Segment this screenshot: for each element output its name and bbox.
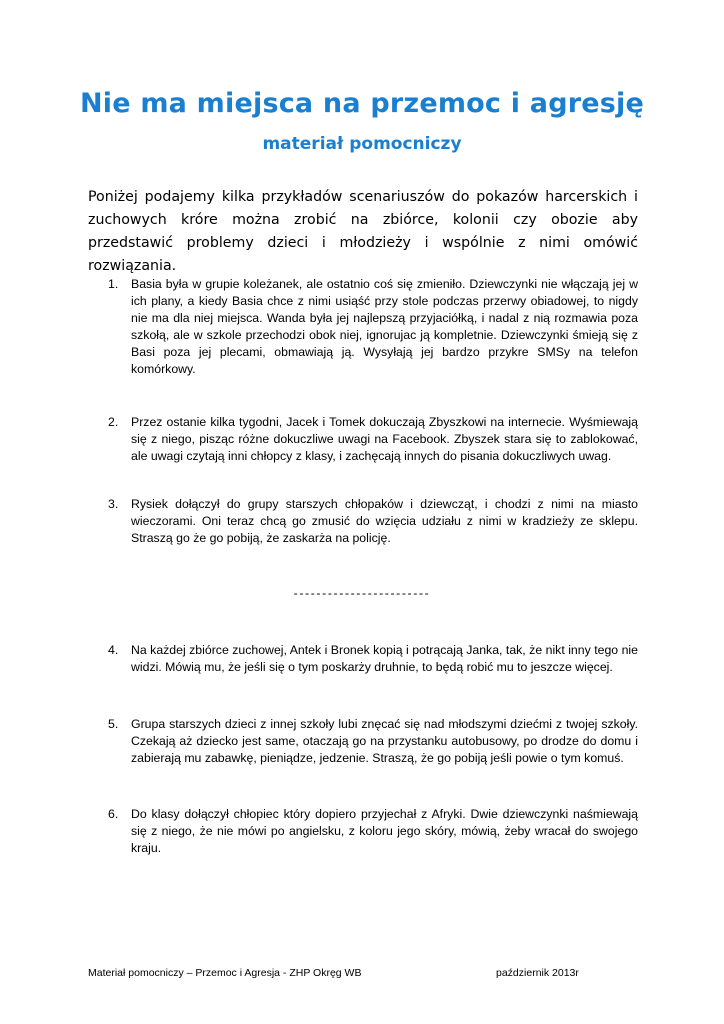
list-item-number: 2. — [108, 415, 119, 429]
list-item-number: 4. — [108, 643, 119, 657]
list-item — [108, 496, 638, 547]
list-item — [108, 806, 638, 857]
footer-date: październik 2013r — [496, 967, 579, 979]
page-title: Nie ma miejsca na przemoc i agresję — [79, 88, 645, 119]
list-item-number: 3. — [108, 497, 119, 511]
list-item-text: Basia była w grupie koleżanek, ale ostatnio coś się zmieniło. Dziewczynki nie włączają jej w ich plany, a kiedy Basia chce z nimi usiąść przy stole podczas przerwy obiadowej, to nigdy nie ma dla niej miejsca. Wanda była jej najlepszą przyjaciółką, i nadal z nią rozmawia poza szkołą, ale w szkole przechodzi obok niej, ignorujac ją kompletnie. Dziewczynki śmieją się z Basi poza jej plecami, obmawiają ją. Wysyłają jej bardzo przykre SMSy na telefon komórkowy. — [131, 277, 638, 376]
list-item-number: 5. — [108, 717, 119, 731]
list-item — [108, 642, 638, 676]
page-subtitle: materiał pomocniczy — [262, 134, 462, 154]
list-item-number: 1. — [108, 277, 119, 291]
list-item-text: Do klasy dołączył chłopiec który dopiero przyjechał z Afryki. Dwie dziewczynki naśmiewają się z niego, że nie mówi po angielsku, z koloru jego skóry, mówią, żeby wracał do swojego kraju. — [131, 807, 638, 855]
list-item-text: Przez ostanie kilka tygodni, Jacek i Tomek dokuczają Zbyszkowi na internecie. Wyśmiewają się z niego, pisząc różne dokuczliwe uwagi na Facebook. Zbyszek stara się to zablokować, ale uwagi czytają inni chłopcy z klasy, i zachęcają innych do pisania dokuczliwych uwag. — [131, 415, 638, 463]
intro-paragraph: Poniżej podajemy kilka przykładów scenariuszów do pokazów harcerskich i zuchowych króre można zrobić na zbiórce, kolonii czy obozie aby przedstawić problemy dzieci i młodzieży i wspólnie z nimi omówić rozwiązania. — [88, 189, 638, 274]
list-item-text: Grupa starszych dzieci z innej szkoły lubi znęcać się nad młodszymi dziećmi z twojej szkoły. Czekają aż dziecko jest same, otaczają go na przystanku autobusowy, po drodze do domu i zabierają mu zabawkę, pieniądze, jedzenie. Straszą, że go pobiją jeśli powie o tym komuś. — [131, 717, 638, 765]
footer-left-text: Materiał pomocniczy – Przemoc i Agresja - ZHP Okręg WB — [88, 967, 362, 979]
list-item — [108, 276, 638, 378]
list-item — [108, 414, 638, 465]
list-item — [108, 716, 638, 767]
list-item-text: Rysiek dołączył do grupy starszych chłopaków i dziewcząt, i chodzi z nimi na miasto wieczorami. Oni teraz chcą go zmusić do wzięcia udziału z nimi w kradzieży ze sklepu. Straszą go że go pobiją, że zaskarża na policję. — [131, 497, 638, 545]
list-item-number: 6. — [108, 807, 119, 821]
list-item-text: Na każdej zbiórce zuchowej, Antek i Bronek kopią i potrącają Janka, tak, że nikt inny tego nie widzi. Mówią mu, że jeśli się o tym poskarży druhnie, to będą robić mu to jeszcze więcej. — [131, 643, 638, 674]
section-divider: ------------------------ — [293, 586, 431, 600]
